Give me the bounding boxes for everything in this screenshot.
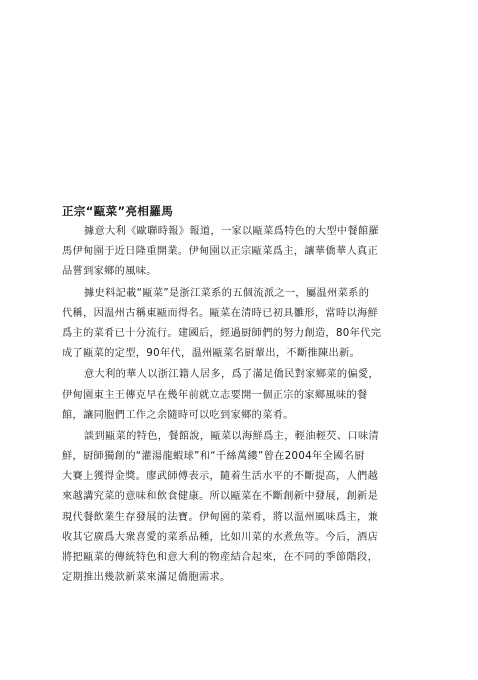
paragraph-line: 談到甌菜的特色，餐館說，甌菜以海鮮爲主，輕油輕芡、口味清 bbox=[84, 430, 380, 442]
paragraph-line: 品嘗到家鄉的風味。 bbox=[62, 266, 157, 278]
paragraph-line: 伊甸園東主王傳克早在幾年前就立志要開一個正宗的家鄉風味的餐 bbox=[62, 389, 368, 401]
paragraph-line: 成了甌菜的定型，90年代，温州甌菜名厨輩出，不斷推陳出新。 bbox=[62, 348, 361, 360]
paragraph-line: 意大利的華人以浙江籍人居多，爲了滿足僑民對家鄉菜的偏愛， bbox=[84, 369, 380, 381]
paragraph-2 bbox=[62, 284, 422, 365]
paragraph-3 bbox=[62, 365, 422, 426]
paragraph-4 bbox=[62, 427, 422, 589]
paragraph-line: 代稱，因温州古稱東甌而得名。甌菜在清時已初具雛形，當時以海鮮 bbox=[62, 307, 379, 319]
paragraph-line: 據意大利《歐聯時報》報道，一家以甌菜爲特色的大型中餐館羅 bbox=[84, 226, 380, 237]
paragraph-line: 現代餐飲業生存發展的法寶。伊甸園的菜肴，將以温州風味爲主，兼 bbox=[62, 511, 379, 523]
paragraph-line: 據史料記載“甌菜”是浙江菜系的五個流派之一，屬温州菜系的 bbox=[84, 287, 370, 299]
paragraph-line: 鮮，厨師獨創的“灌湯龍蝦球”和“千絲萬縷”曾在2004年全國名厨 bbox=[62, 451, 365, 463]
article bbox=[62, 203, 422, 589]
article-title: 正宗“甌菜”亮相羅馬 bbox=[62, 204, 174, 218]
paragraph-line: 大賽上獲得金獎。廖武師傅表示，隨着生活水平的不斷提高，人們越 bbox=[62, 471, 379, 483]
paragraph-line: 館，讓同胞們工作之余隨時可以吃到家鄉的菜肴。 bbox=[62, 409, 294, 421]
paragraph-line: 馬伊甸園于近日隆重開業。伊甸園以正宗甌菜爲主，讓華僑華人真正 bbox=[62, 246, 379, 258]
paragraph-line: 來越講究菜的意味和飲食健康。所以甌菜在不斷創新中發展，創新是 bbox=[62, 491, 379, 503]
paragraph-line: 收其它廣爲大衆喜愛的菜系品種，比如川菜的水煮魚等。今后，酒店 bbox=[62, 531, 379, 543]
paragraph-line: 將把甌菜的傳統特色和意大利的物産結合起來，在不同的季節階段， bbox=[62, 552, 379, 563]
paragraph-line: 定期推出幾款新菜來滿足僑胞需求。 bbox=[62, 572, 231, 584]
paragraph-1 bbox=[62, 222, 422, 283]
paragraph-line: 爲主的菜肴已十分流行。建國后，經過厨師們的努力創造，80年代完 bbox=[62, 327, 382, 339]
